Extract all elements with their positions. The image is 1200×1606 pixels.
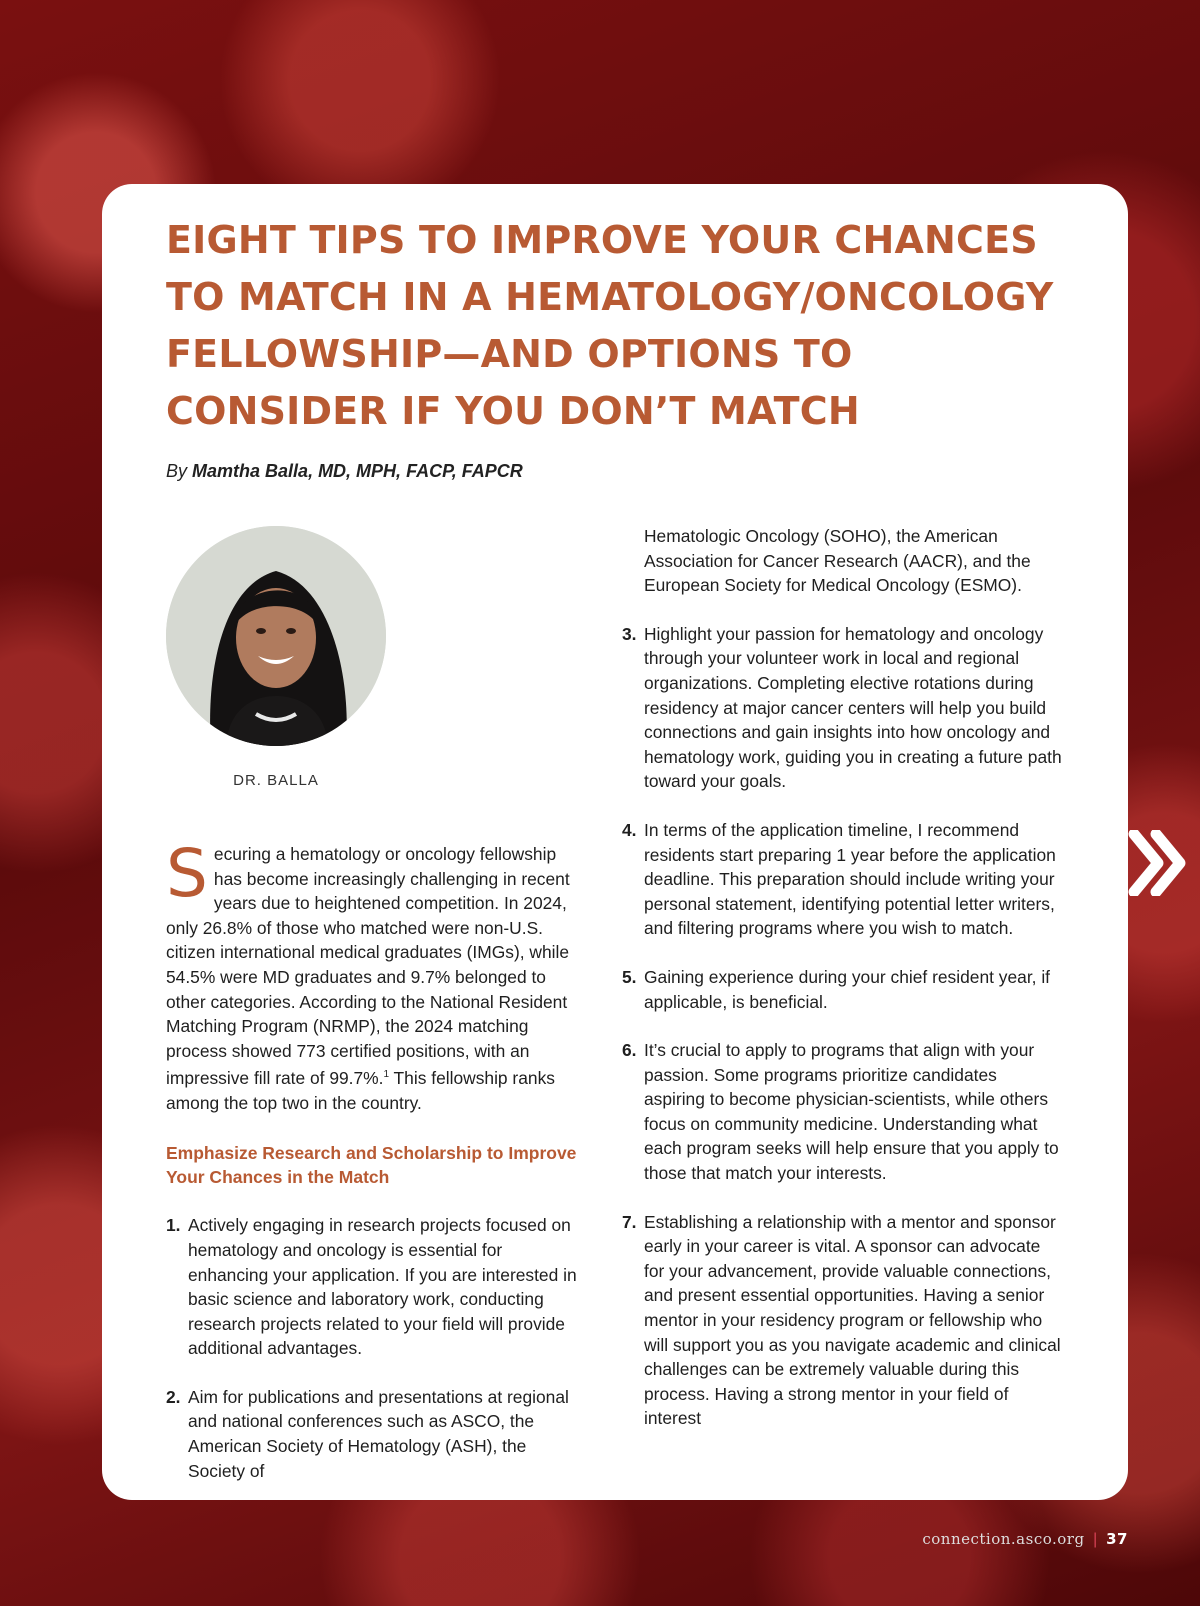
drop-cap: S bbox=[166, 835, 208, 912]
tip-text: Gaining experience during your chief resident year, if applicable, is beneficial. bbox=[644, 966, 1051, 1012]
tip-text: Aim for publications and presentations at regional and national conferences such as ASCO, the American Society of Hematology (ASH), the Society of bbox=[188, 1386, 569, 1481]
site-url: connection.asco.org bbox=[922, 1530, 1085, 1548]
author-name: Mamtha Balla, MD, MPH, FACP, FAPCR bbox=[192, 461, 523, 481]
author-portrait-image bbox=[166, 526, 386, 746]
intro-text: ecuring a hematology or oncology fellowship has become increasingly challenging in recent years due to heightened competition. In 2024, only 26.8% of those who matched were non-U.S. citizen international medical graduates (IMGs), while 54.5% were MD graduates and 9.7% belonged to other categories. According to the National Resident Matching Program (NRMP), the 2024 matching process showed 773 certified positions, with an impressive fill rate of 99.7%. bbox=[166, 844, 570, 1089]
tip-text: Actively engaging in research projects focused on hematology and oncology is essential for enhancing your application. If you are interested in basic science and laboratory work, conducting research projects related to your field will provide additional advantages. bbox=[188, 1215, 577, 1359]
tip-item bbox=[622, 965, 1062, 1014]
author-photo bbox=[166, 526, 386, 746]
intro-text-end: This fellowship ranks among the top two in the country. bbox=[166, 1068, 555, 1113]
tip-number: 2. bbox=[166, 1386, 181, 1407]
photo-caption: DR. BALLA bbox=[233, 772, 319, 789]
byline-prefix: By bbox=[166, 461, 188, 481]
right-column bbox=[622, 524, 1062, 1455]
tip-item bbox=[622, 1038, 1062, 1186]
reference-marker: 1 bbox=[383, 1069, 390, 1081]
left-column bbox=[166, 835, 584, 1507]
intro-paragraph bbox=[166, 835, 584, 1115]
tip-item bbox=[166, 1213, 584, 1361]
tip-continued-text: Hematologic Oncology (SOHO), the American Association for Cancer Research (AACR), and the European Society for Medical Oncology (ESMO). bbox=[644, 526, 1031, 596]
footer-divider: | bbox=[1092, 1530, 1099, 1548]
chevron-double-right-icon[interactable] bbox=[1128, 830, 1188, 896]
tip-number: 3. bbox=[622, 623, 637, 644]
article-title: EIGHT TIPS TO IMPROVE YOUR CHANCES TO MATCH IN A HEMATOLOGY/ONCOLOGY FELLOWSHIP—AND OPTIONS TO CONSIDER IF YOU DON’T MATCH bbox=[166, 218, 1054, 433]
tip-number: 7. bbox=[622, 1211, 637, 1232]
tip-text: Establishing a relationship with a mentor and sponsor early in your career is vital. A sponsor can advocate for your advancement, provide valuable connections, and present essential opportunities. Having a senior mentor in your residency program or fellowship who will support you as you navigate academic and clinical challenges can be extremely valuable during this process. Having a strong mentor in your field of interest bbox=[644, 1211, 1061, 1429]
page-footer bbox=[922, 1530, 1128, 1548]
page-number: 37 bbox=[1106, 1530, 1128, 1548]
tip-number: 1. bbox=[166, 1215, 181, 1236]
tip-text: It’s crucial to apply to programs that align with your passion. Some programs prioritize candidates aspiring to become physician-scientists, while others focus on community medicine. Understanding what each program seeks will help ensure that you apply to those that match your interests. bbox=[644, 1040, 1059, 1184]
byline bbox=[166, 461, 523, 482]
tip-text: Highlight your passion for hematology and oncology through your volunteer work in local and regional organizations. Completing elective rotations during residency at major cancer centers will help you build connections and gain insights into how oncology and hematology work, guiding you in creating a future path toward your goals. bbox=[644, 623, 1062, 792]
section-subheading: Emphasize Research and Scholarship to Improve Your Chances in the Match bbox=[166, 1143, 577, 1188]
tip-item bbox=[622, 818, 1062, 941]
tip-text: In terms of the application timeline, I recommend residents start preparing 1 year before the application deadline. This preparation should include writing your personal statement, identifying potential letter writers, and filtering programs where you wish to match. bbox=[644, 819, 1056, 939]
tip-item bbox=[622, 1210, 1062, 1431]
tip-item bbox=[622, 622, 1062, 794]
tip-number: 5. bbox=[622, 966, 637, 987]
tip-number: 4. bbox=[622, 819, 637, 840]
tip-item bbox=[166, 1385, 584, 1483]
tip-number: 6. bbox=[622, 1040, 637, 1061]
article-card bbox=[102, 184, 1128, 1500]
